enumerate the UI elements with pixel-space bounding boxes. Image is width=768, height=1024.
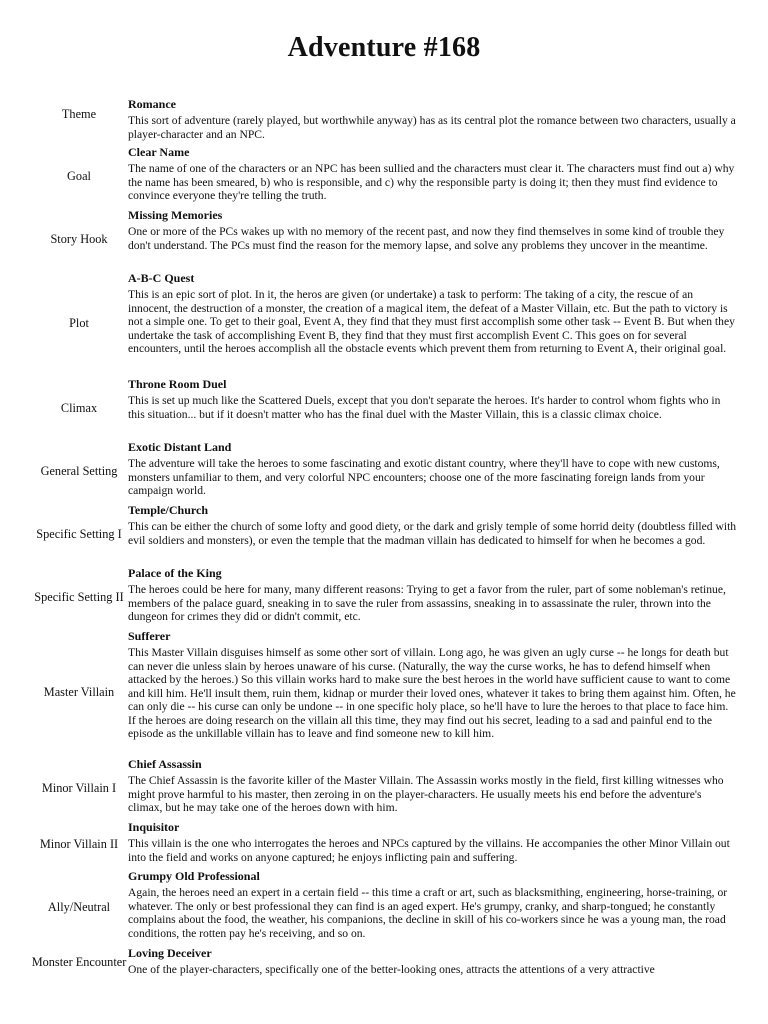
- row-content: [128, 144, 738, 203]
- entry-body: This Master Villain disguises himself as some other sort of villain. Long ago, he was given an ugly curse -- he longs for death but can never die unless slain by heroes unaware of his curse. (Naturally, the way the curse works, he has to defend himself when attacked by the heroes.) So this villain works hard to make sure the best heroes in the world have sufficient cause to want to come and kill him. He'll insult them, ruin them, kidnap or murder their loved ones, whatever it takes to bring them against him. Often, he can only die -- his curse can only be undone -- in one specific holy place, so he'll have to lure the heroes to that place to face him. If the heroes are doing research on the villain all this time, they may find out his secret, leading to a sad and painful end to the episode as the unkillable villain has to leave and find someone new to kill him.: [128, 646, 736, 740]
- entry-body: This sort of adventure (rarely played, but worthwhile anyway) has as its central plot the romance between two characters, usually a player-character and an NPC.: [128, 114, 736, 141]
- entry-title: A-B-C Quest: [128, 271, 195, 285]
- row-climax: [0, 376, 768, 439]
- row-label: Specific Setting II: [34, 589, 124, 604]
- row-content: [128, 868, 738, 940]
- entry-body: The Chief Assassin is the favorite killer of the Master Villain. The Assassin works mostly in the field, first killing witnesses who might prove harmful to his master, then zeroing in on the player-characters. He usually meets his end before the adventure's climax, but he may take one of the heroes down with him.: [128, 774, 724, 814]
- row-label: Monster Encounter: [31, 955, 127, 969]
- entry-body: This can be either the church of some lofty and good diety, or the dark and grisly temple of some horrid deity (doubtless filled with evil soldiers and monsters), or even the temple that the madman villain has dedicated to himself for when he becomes a god.: [128, 520, 737, 547]
- row-content: [128, 819, 738, 864]
- row-label: Master Villain: [43, 685, 115, 699]
- row-master-villain: [0, 628, 768, 756]
- entry-title: Inquisitor: [128, 820, 180, 834]
- adventure-table: [0, 96, 768, 979]
- entry-title: Grumpy Old Professional: [128, 869, 260, 883]
- page-title: Adventure #168: [287, 32, 481, 63]
- row-content: [128, 96, 738, 141]
- row-theme: [0, 96, 768, 144]
- entry-title: Chief Assassin: [128, 757, 202, 771]
- row-content: [128, 502, 738, 547]
- row-monster-encounter: [0, 945, 768, 979]
- row-content: [128, 756, 738, 815]
- row-specific-setting-1: [0, 502, 768, 565]
- row-label: General Setting: [40, 463, 118, 478]
- row-minor-villain-2: [0, 819, 768, 868]
- row-general-setting: [0, 439, 768, 502]
- row-story-hook: [0, 207, 768, 270]
- entry-title: Loving Deceiver: [128, 946, 212, 960]
- row-label: Specific Setting I: [36, 526, 122, 541]
- entry-body: This is an epic sort of plot. In it, the heros are given (or undertake) a task to perform: The taking of a city, the rescue of an innocent, the destruction of a monster, the creation of a magical item, the defeat of a Master Villain, etc. But the path to victory is not a simple one. To get to their goal, Event A, they find that they must first accomplish some other task -- Event B. But when they undertake the task of accomplishing Event B, they find that they must first accomplish Event C. This goes on for several encounters, until the heroes accomplish all the obstacle events which prevent them from returning to Event A, their original goal.: [128, 288, 735, 355]
- row-goal: [0, 144, 768, 207]
- row-content: [128, 565, 738, 624]
- row-label: Goal: [67, 168, 91, 183]
- entry-body: Again, the heroes need an expert in a certain field -- this time a craft or art, such as blacksmithing, engineering, horse-training, or whatever. The only or best professional they can find is an aged expert. He's grumpy, cranky, and sharp-tongued; he constantly complains about the food, the weather, his companions, the decline in skill of his co-workers since he was a young man, the road conditions, the rotten pay he's receiving, and so on.: [128, 886, 728, 940]
- entry-title: Throne Room Duel: [128, 377, 227, 391]
- row-minor-villain-1: [0, 756, 768, 819]
- row-label: Climax: [60, 400, 98, 415]
- entry-body: The name of one of the characters or an NPC has been sullied and the characters must clear it. The characters must find out a) why the name has been smeared, b) who is responsible, and c) why the responsible party is doing it; then they must find evidence to convince everyone they're telling the truth.: [128, 162, 735, 202]
- entry-title: Palace of the King: [128, 566, 222, 580]
- row-label: Minor Villain II: [39, 836, 119, 851]
- row-content: [128, 270, 738, 356]
- row-content: [128, 376, 738, 421]
- entry-body: This is set up much like the Scattered Duels, except that you don't separate the heroes. It's harder to control whom fights who in this situation... but if it doesn't matter who has the final duel with the Master Villain, this is a classic climax choice.: [128, 394, 721, 421]
- row-content: [128, 945, 738, 977]
- entry-title: Missing Memories: [128, 208, 223, 222]
- entry-body: This villain is the one who interrogates the heroes and NPCs captured by the villains. He accompanies the other Minor Villain out into the field and works on anyone captured; he enjoys inflicting pain and suffering.: [128, 837, 730, 864]
- entry-body: One or more of the PCs wakes up with no memory of the recent past, and now they find themselves in some kind of trouble they don't understand. The PCs must find the reason for the memory lapse, and solve any problems they uncover in the meantime.: [128, 225, 725, 252]
- row-ally-neutral: [0, 868, 768, 945]
- entry-title: Clear Name: [128, 145, 190, 159]
- entry-body: The adventure will take the heroes to some fascinating and exotic distant country, where they'll have to cope with new customs, monsters unfamiliar to them, and very colorful NPC encounters; choose one of the more fascinating foreign lands from your campaign world.: [128, 457, 720, 497]
- entry-body: The heroes could be here for many, many different reasons: Trying to get a favor from the ruler, part of some nobleman's retinue, members of the palace guard, sneaking in to save the ruler from assassins, sneaking in to assassinate the ruler, thrown into the dungeon for crimes they did or didn't commit, etc.: [128, 583, 726, 623]
- entry-title: Sufferer: [128, 629, 171, 643]
- row-label: Ally/Neutral: [47, 899, 111, 914]
- entry-title: Romance: [128, 97, 176, 111]
- row-label: Theme: [61, 107, 97, 122]
- row-content: [128, 628, 738, 741]
- entry-body: One of the player-characters, specifically one of the better-looking ones, attracts the attentions of a very attractive: [128, 963, 655, 976]
- row-plot: [0, 270, 768, 376]
- entry-title: Exotic Distant Land: [128, 440, 232, 454]
- row-content: [128, 439, 738, 498]
- row-content: [128, 207, 738, 252]
- row-specific-setting-2: [0, 565, 768, 628]
- row-label: Story Hook: [50, 231, 108, 246]
- entry-title: Temple/Church: [128, 503, 209, 517]
- row-label: Minor Villain I: [41, 780, 117, 795]
- row-label: Plot: [69, 316, 89, 330]
